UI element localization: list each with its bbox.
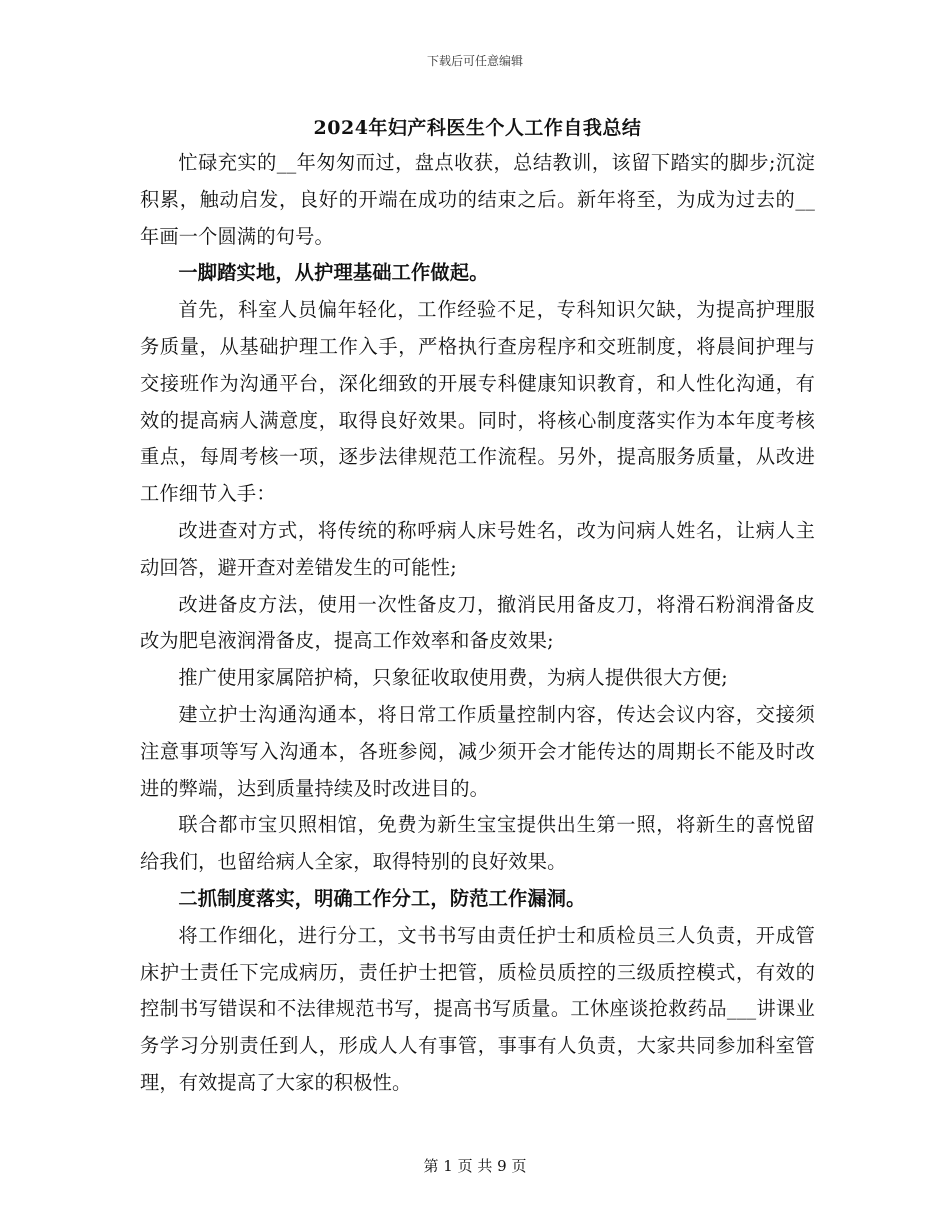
paragraph-escort-chair: 推广使用家属陪护椅，只象征收取使用费，为病人提供很大方便; bbox=[178, 666, 728, 690]
section-heading-2: 二抓制度落实，明确工作分工，防范工作漏洞。 bbox=[178, 886, 586, 910]
paragraph-communication-book: 建立护士沟通沟通本，将日常工作质量控制内容，传达会议内容，交接须注意事项等写入沟通本，各班参阅，减少须开会才能传达的周期长不能及时改进的弊端，达到质量持续及时改进目的。 bbox=[140, 702, 815, 800]
paragraph-photo-studio: 联合都市宝贝照相馆，免费为新生宝宝提供出生第一照，将新生的喜悦留给我们，也留给病人全家，取得特别的良好效果。 bbox=[140, 813, 815, 874]
paragraph-basic-nursing: 首先，科室人员偏年轻化，工作经验不足，专科知识欠缺，为提高护理服务质量，从基础护理工作入手，严格执行查房程序和交班制度，将晨间护理与交接班作为沟通平台，深化细致的开展专科健康知识教育，和人性化沟通，有效的提高病人满意度，取得良好效果。同时，将核心制度落实作为本年度考核重点，每周考核一项，逐步法律规范工作流程。另外，提高服务质量，从改进工作细节入手： bbox=[140, 298, 815, 506]
paragraph-intro: 忙碌充实的__年匆匆而过，盘点收获，总结教训，该留下踏实的脚步;沉淀积累，触动启发，良好的开端在成功的结束之后。新年将至，为成为过去的__年画一个圆满的句号。 bbox=[140, 151, 815, 248]
section-heading-1: 一脚踏实地，从护理基础工作做起。 bbox=[178, 261, 489, 285]
document-title: 2024年妇产科医生个人工作自我总结 bbox=[313, 117, 642, 139]
paragraph-division-of-work: 将工作细化，进行分工，文书书写由责任护士和质检员三人负责，开成管床护士责任下完成病历，责任护士把管，质检员质控的三级质控模式，有效的控制书写错误和不法律规范书写，提高书写质量。工休座谈抢救药品___讲课业务学习分别责任到人，形成人人有事管，事事有人负责，大家共同参加科室管理，有效提高了大家的积极性。 bbox=[140, 923, 815, 1094]
page-header-note: 下载后可任意编辑 bbox=[426, 54, 523, 68]
paragraph-check-method: 改进查对方式，将传统的称呼病人床号姓名，改为问病人姓名，让病人主动回答，避开查对差错发生的可能性; bbox=[140, 518, 815, 579]
page-number: 第 1 页 共 9 页 bbox=[423, 1157, 527, 1175]
document-body bbox=[140, 112, 815, 1102]
paragraph-skin-prep: 改进备皮方法，使用一次性备皮刀，撤消民用备皮刀，将滑石粉润滑备皮改为肥皂液润滑备皮，提高工作效率和备皮效果; bbox=[140, 592, 815, 653]
